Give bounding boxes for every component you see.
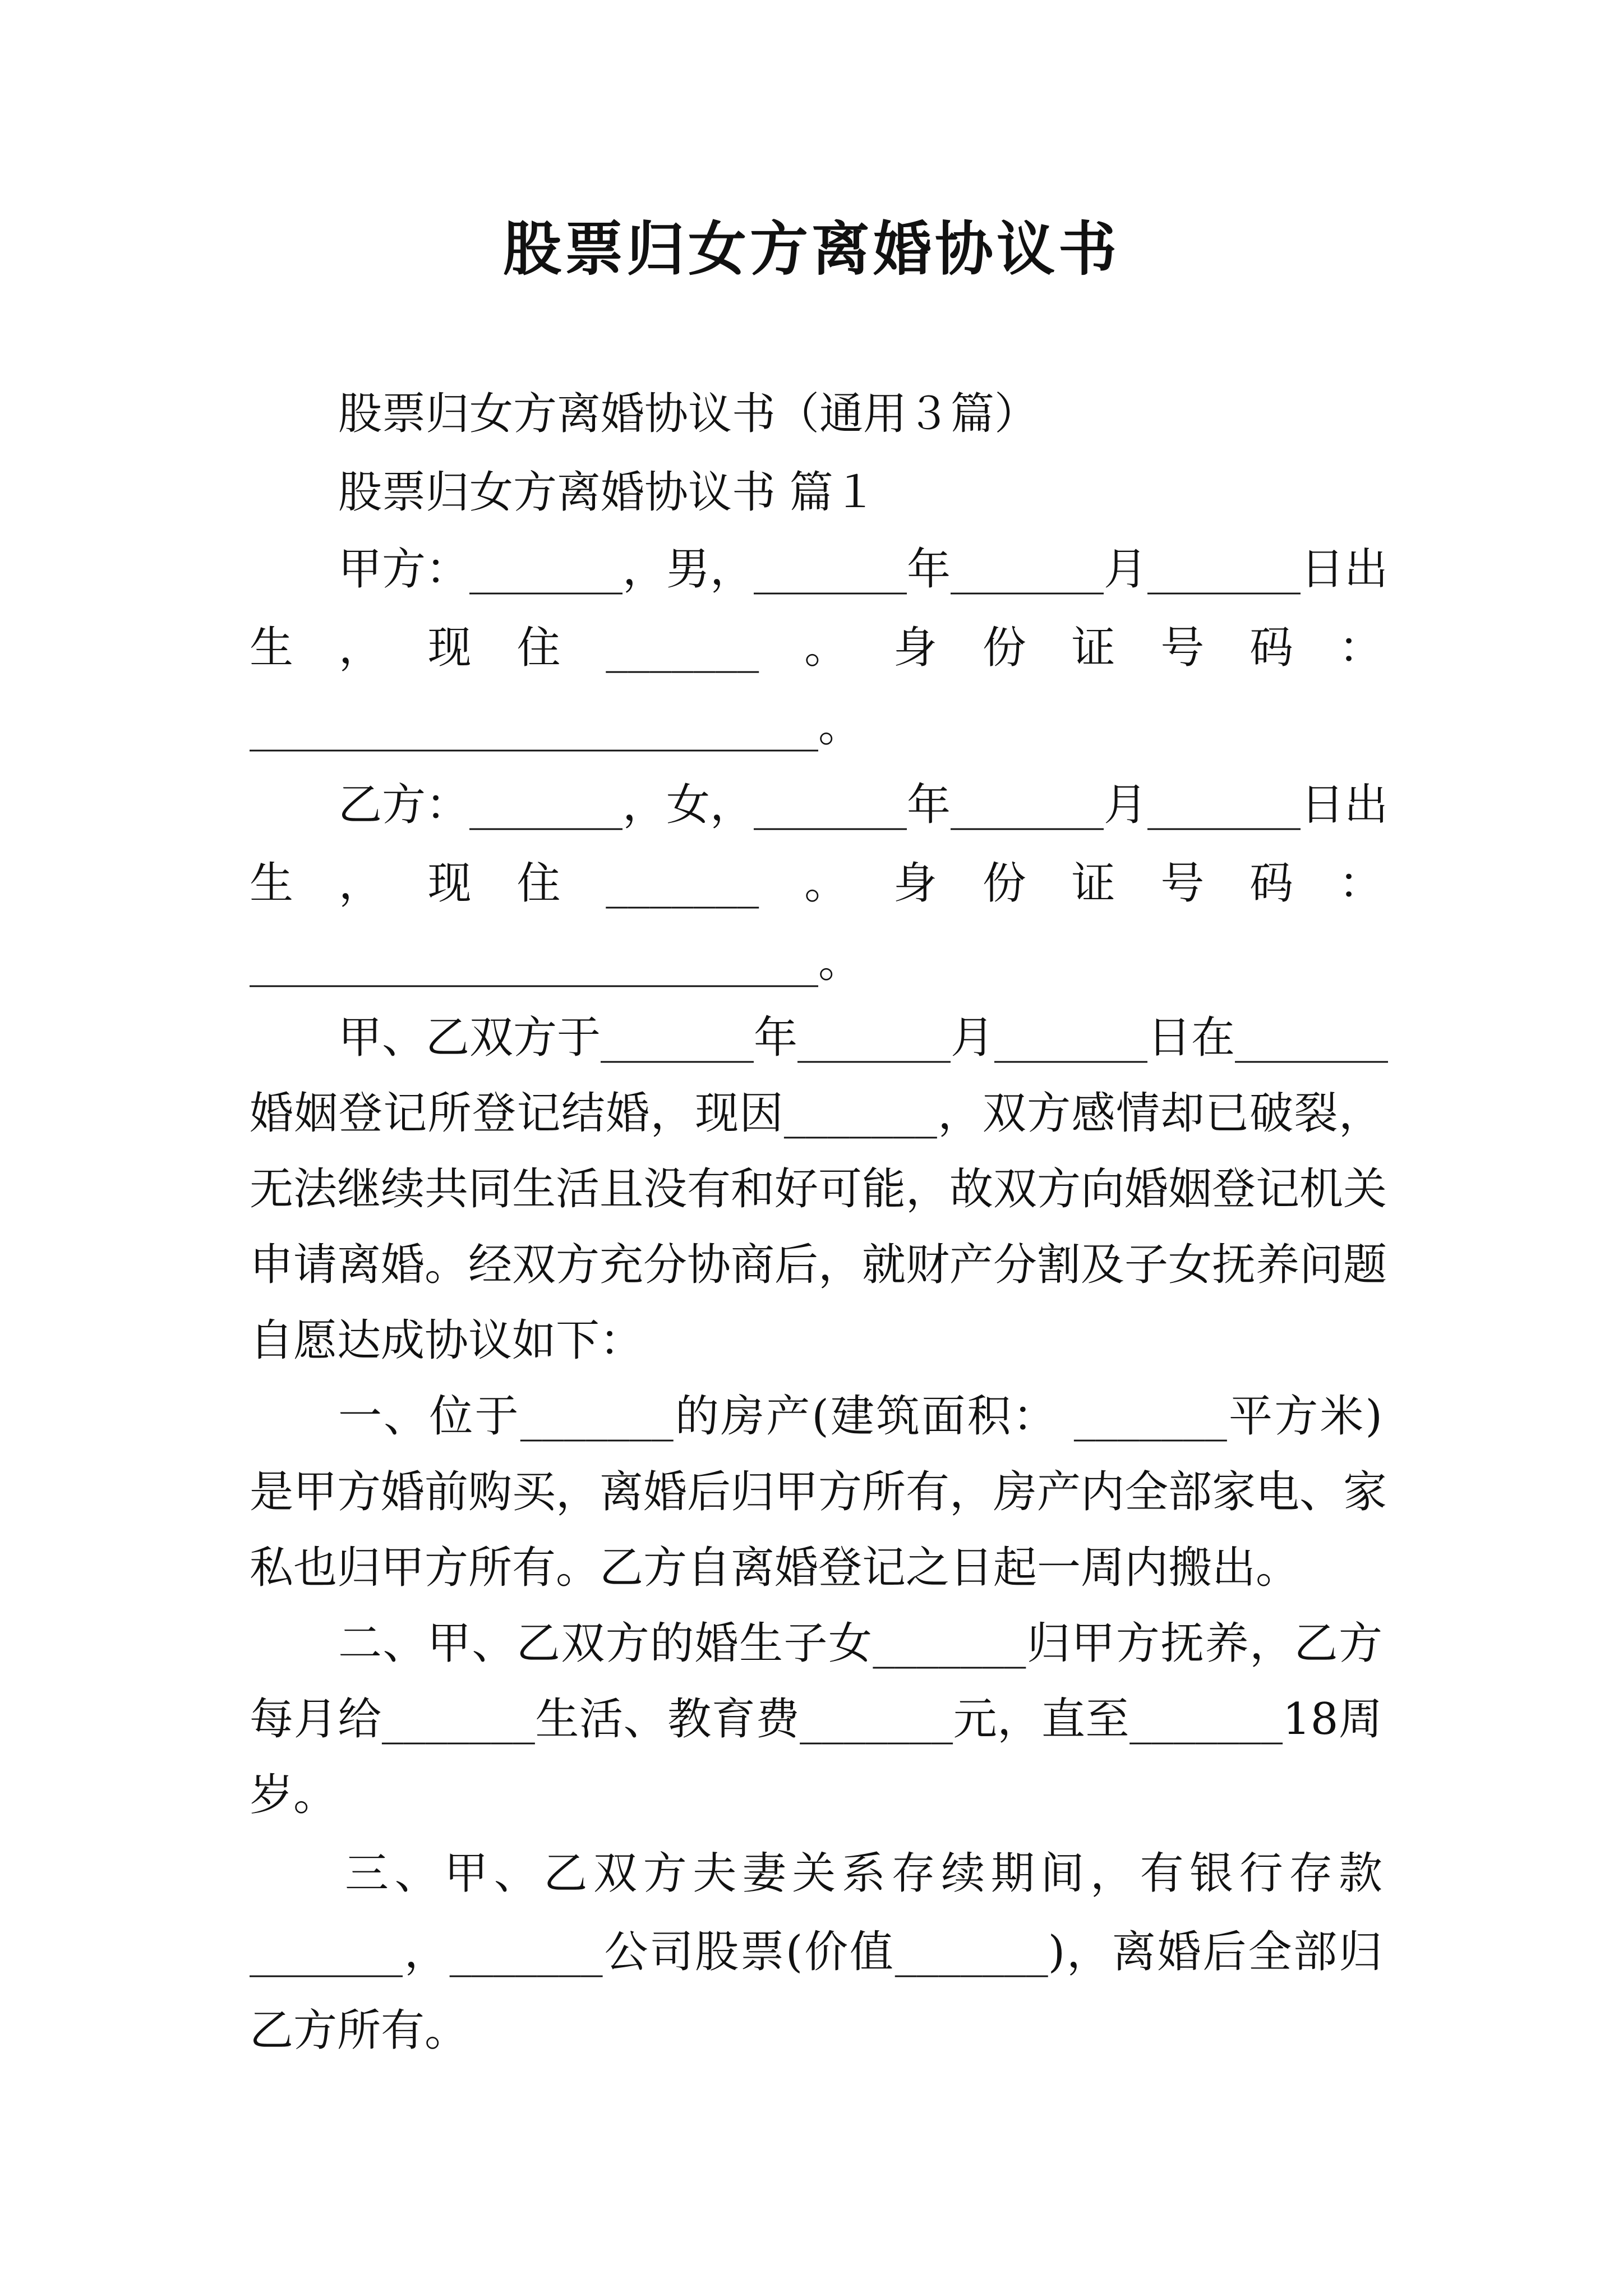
paragraph-line: 甲、乙双方于_______年_______月_______日在_______ (338, 1013, 1389, 1063)
party-b-line-2: 生，现住_______。身份证号码： (250, 858, 1382, 909)
clause-1-line: 私也归甲方所有。乙方自离婚登记之日起一周内搬出。 (250, 1543, 1300, 1593)
clause-2-line: 每月给_______生活、教育费_______元，直至_______18周 (250, 1694, 1382, 1745)
party-b-line-1: 乙方：_______，女，_______年_______月_______日出 (338, 780, 1389, 830)
party-a-line-3: __________________________。 (250, 701, 863, 752)
paragraph-line: 自愿达成协议如下： (250, 1315, 644, 1366)
clause-2-line: 二、甲、乙双方的婚生子女_______归甲方抚养，乙方 (338, 1618, 1382, 1669)
subtitle-line: 股票归女方离婚协议书（通用３篇） (338, 389, 1039, 439)
paragraph-line: 申请离婚。经双方充分协商后，就财产分割及子女抚养问题 (250, 1240, 1387, 1290)
clause-3-line: 三、甲、乙双方夫妻关系存续期间，有银行存款 (345, 1848, 1382, 1899)
clause-3-line: 乙方所有。 (250, 2005, 469, 2056)
document-title: 股票归女方离婚协议书 (502, 214, 1120, 283)
clause-1-line: 是甲方婚前购买，离婚后归甲方所有，房产内全部家电、家 (250, 1467, 1387, 1517)
party-b-line-3: __________________________。 (250, 937, 863, 987)
clause-3-line: _______，_______公司股票(价值_______)，离婚后全部归 (250, 1927, 1382, 1977)
clause-1-line: 一、位于_______的房产(建筑面积： _______平方米) (338, 1391, 1382, 1442)
clause-2-line: 岁。 (250, 1770, 338, 1820)
paragraph-line: 无法继续共同生活且没有和好可能，故双方向婚姻登记机关 (250, 1164, 1387, 1214)
paragraph-line: 婚姻登记所登记结婚，现因_______，双方感情却已破裂， (250, 1088, 1382, 1139)
party-a-line-1: 甲方：_______，男，_______年_______月_______日出 (338, 544, 1389, 595)
section-heading: 股票归女方离婚协议书 篇１ (338, 467, 877, 518)
party-a-line-2: 生，现住_______。身份证号码： (250, 623, 1382, 673)
